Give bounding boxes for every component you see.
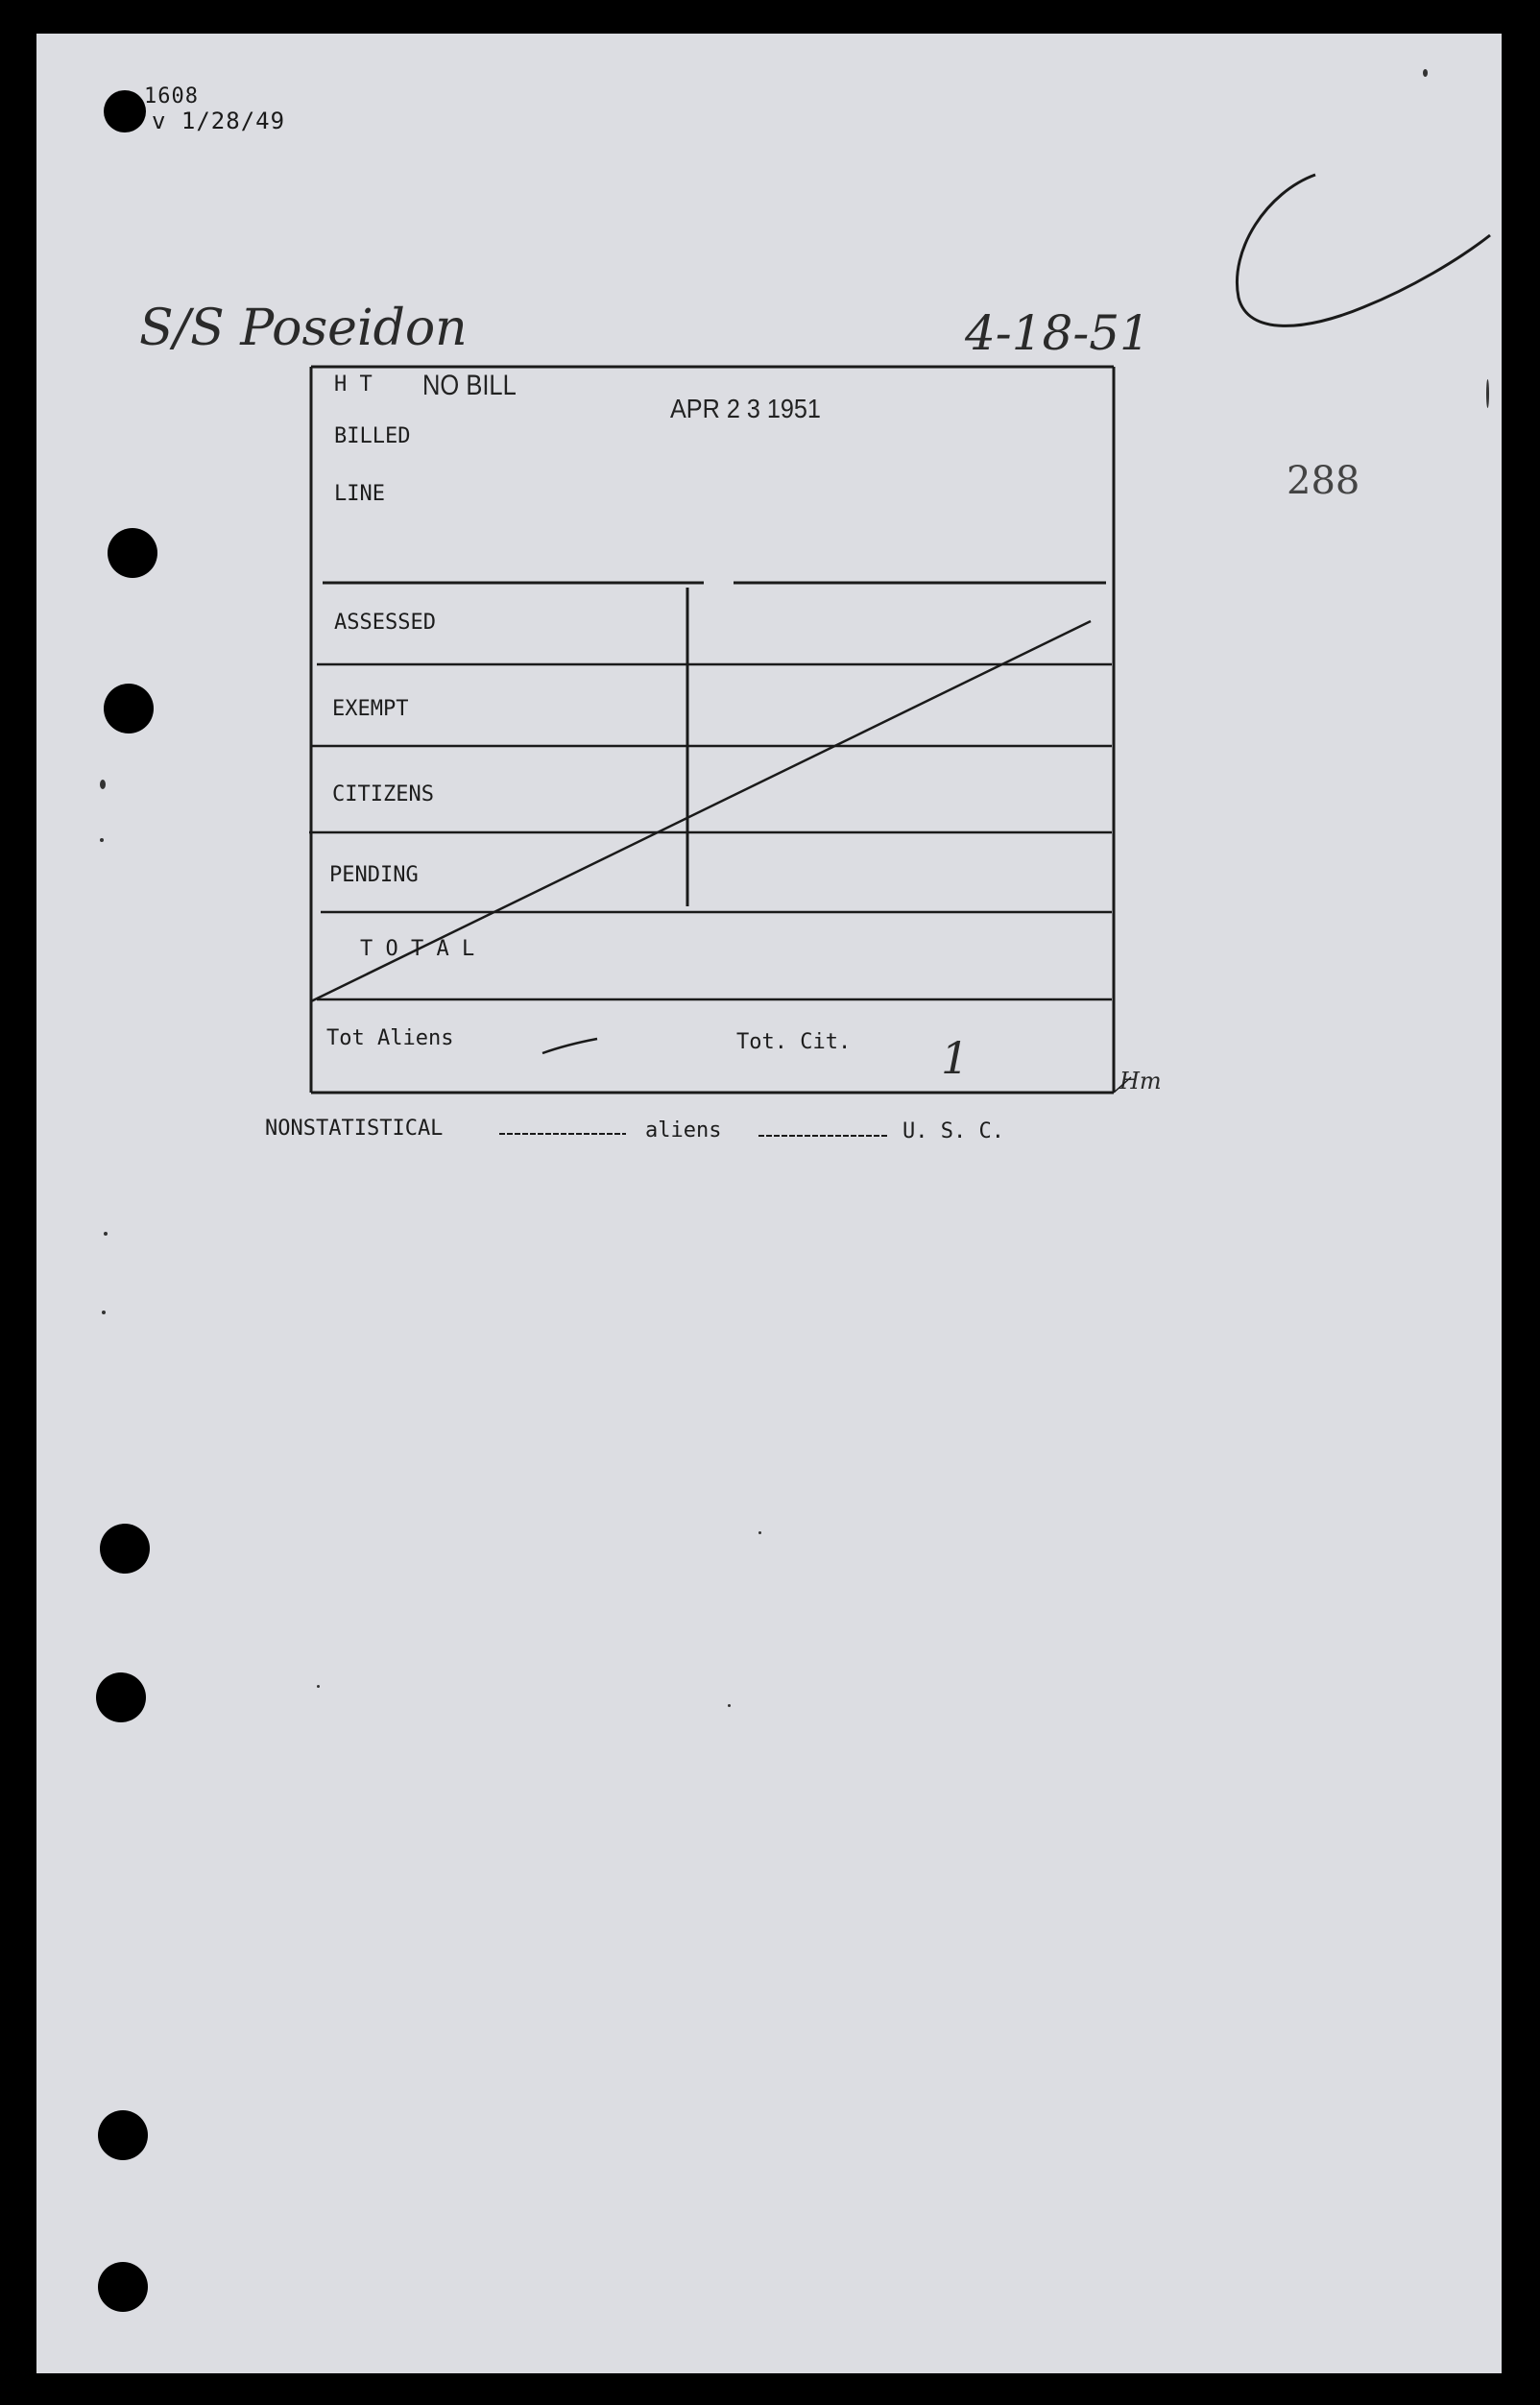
speck [758, 1531, 761, 1534]
line-label: LINE [334, 482, 385, 506]
punch-hole-7 [98, 2262, 148, 2312]
punch-hole-1 [104, 90, 146, 132]
speck [728, 1704, 731, 1707]
page-number: 288 [1287, 459, 1360, 503]
aliens-label: aliens [645, 1118, 722, 1142]
speck [104, 1232, 108, 1236]
row-label-pending: PENDING [329, 863, 419, 887]
tot-cit-label: Tot. Cit. [736, 1030, 852, 1054]
punch-hole-3 [104, 684, 154, 734]
document-page [36, 34, 1502, 2373]
received-date-stamp: APR 2 3 1951 [670, 394, 821, 423]
ship-name: S/S Poseidon [139, 300, 468, 357]
handwritten-date: 4-18-51 [965, 305, 1150, 361]
no-bill-stamp: NO BILL [422, 370, 517, 401]
form-number: 1608 [144, 84, 199, 108]
tot-cit-mark: 1 [941, 1032, 970, 1084]
speck [1423, 69, 1428, 77]
total-label: T O T A L [360, 937, 475, 961]
speck [102, 1311, 106, 1314]
row-label-citizens: CITIZENS [332, 782, 434, 806]
ht-label: H T [334, 373, 373, 397]
tot-aliens-label: Tot Aliens [326, 1026, 454, 1050]
form-revision: v 1/28/49 [152, 108, 286, 134]
usc-label: U. S. C. [902, 1119, 1004, 1143]
speck [100, 838, 104, 842]
punch-hole-5 [96, 1672, 146, 1722]
row-label-assessed: ASSESSED [334, 611, 436, 635]
speck [317, 1685, 320, 1688]
punch-hole-6 [98, 2110, 148, 2160]
speck [100, 780, 106, 789]
row-label-exempt: EXEMPT [332, 697, 409, 721]
punch-hole-2 [108, 528, 157, 578]
punch-hole-4 [100, 1524, 150, 1574]
speck [1486, 379, 1489, 408]
nonstatistical-label: NONSTATISTICAL [265, 1117, 444, 1141]
billed-label: BILLED [334, 424, 411, 448]
initials: Hm [1119, 1068, 1162, 1094]
